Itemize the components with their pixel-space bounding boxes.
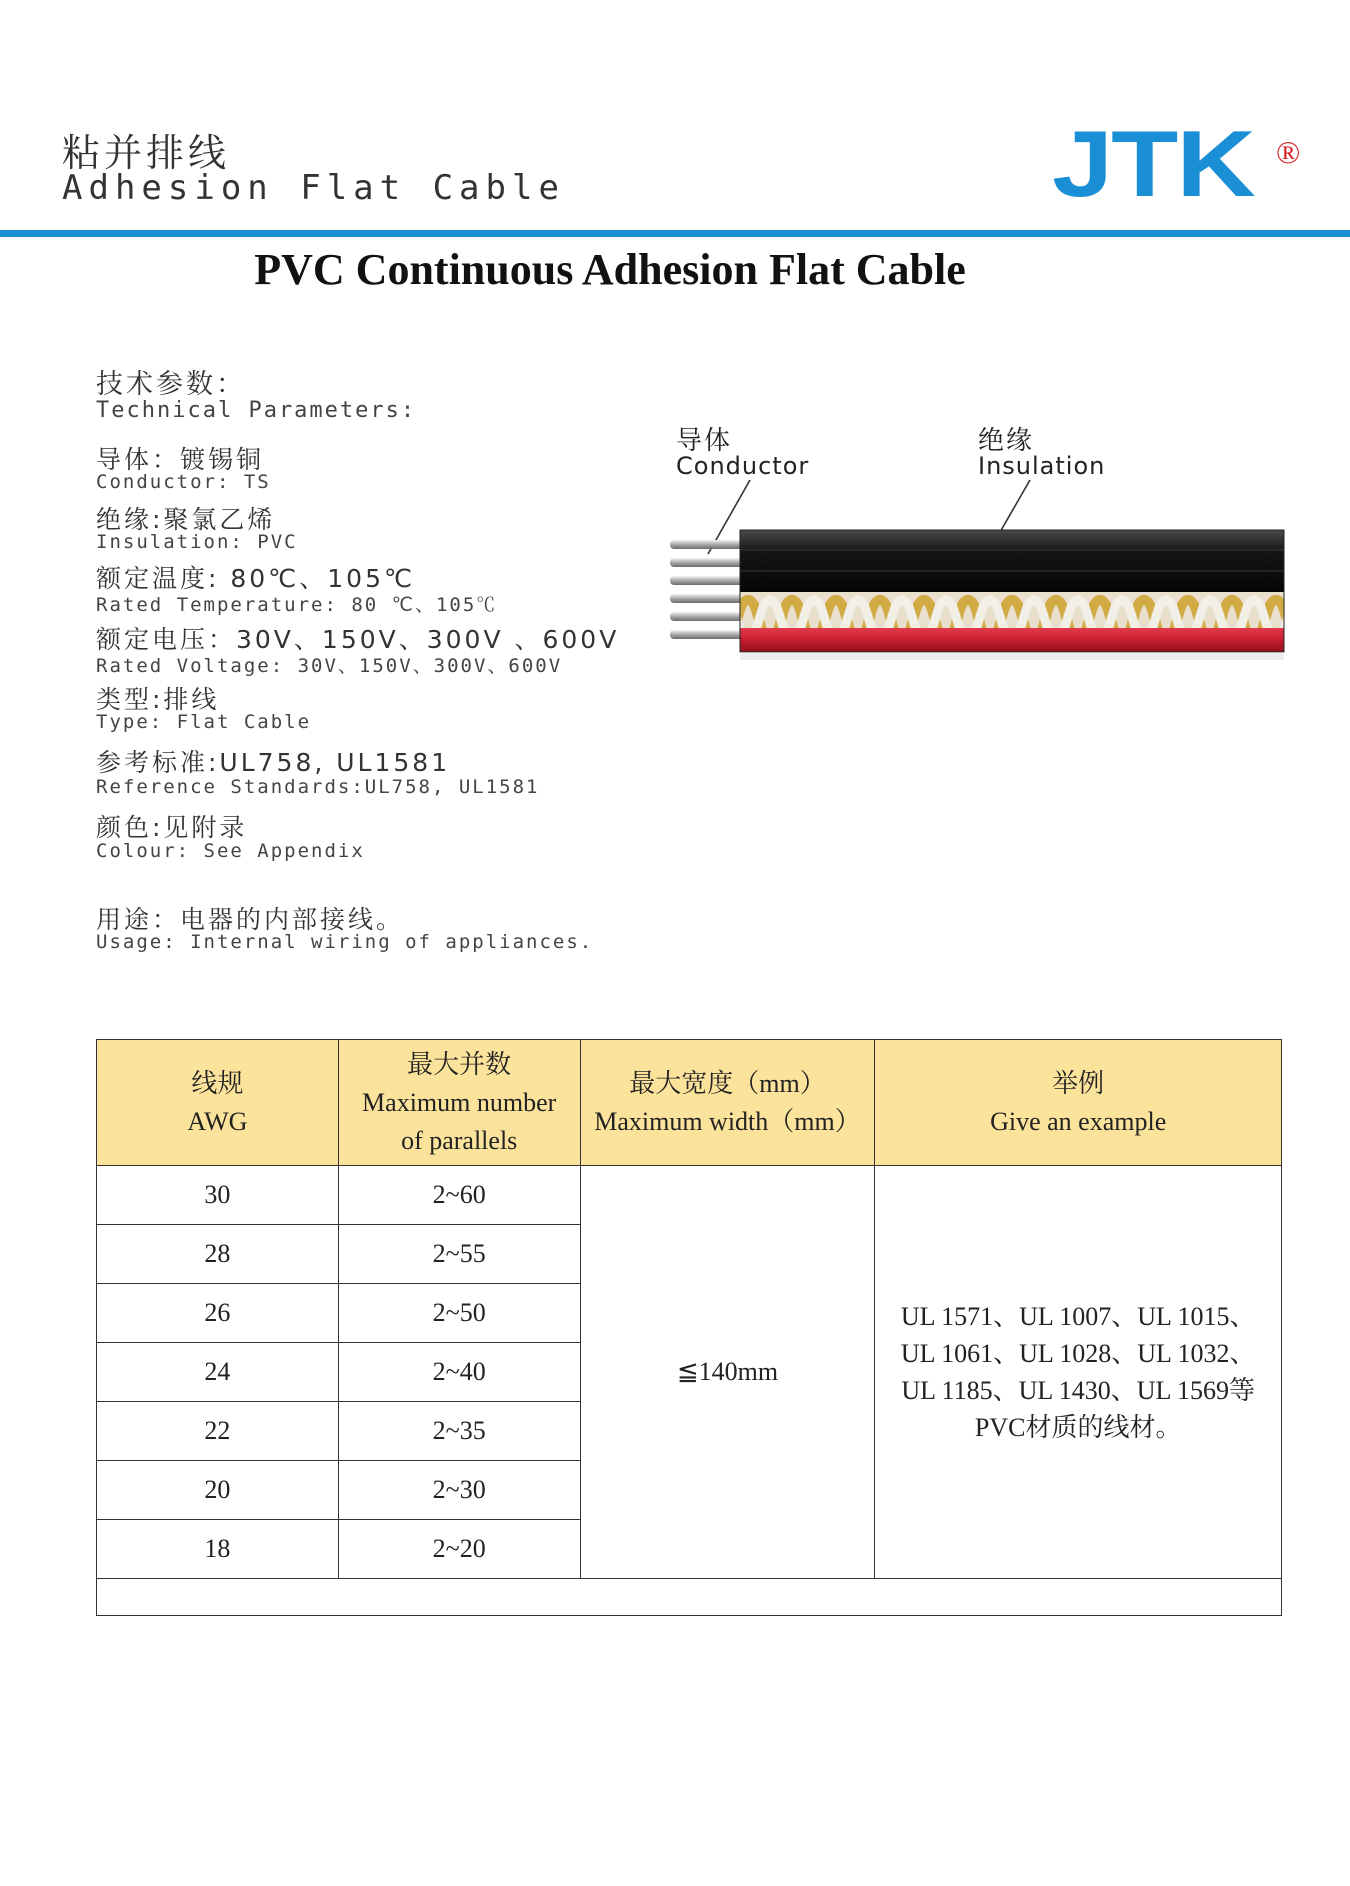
- params-heading-cn: 技术参数：: [96, 369, 246, 400]
- header-width-en: Maximum width（mm）: [594, 1106, 861, 1136]
- registered-mark-icon: ®: [1276, 134, 1301, 170]
- param-insulation-en: Insulation: PVC: [96, 531, 298, 553]
- cell-parallels: 2~55: [338, 1225, 580, 1284]
- header-parallels-cn: 最大并数: [407, 1049, 512, 1079]
- blank-cell: [97, 1579, 1282, 1616]
- header-divider: [0, 230, 1350, 237]
- cell-awg: 30: [97, 1166, 339, 1225]
- param-type-cn: 类型:排线: [96, 685, 220, 714]
- header-example: [875, 1040, 1282, 1166]
- param-conductor-en: Conductor: TS: [96, 471, 271, 493]
- insulation-label-cn: 绝缘: [978, 426, 1035, 456]
- param-standards-en: Reference Standards:UL758, UL1581: [96, 776, 540, 798]
- table-header-row: [97, 1040, 1282, 1166]
- example-line: UL 1061、UL 1028、UL 1032、: [900, 1339, 1256, 1368]
- param-standards-cn: 参考标准:UL758, UL1581: [96, 748, 451, 777]
- cell-parallels: 2~30: [338, 1461, 580, 1520]
- conductor-label-cn: 导体: [676, 426, 733, 456]
- table-footer-row: [97, 1579, 1282, 1616]
- cell-parallels: 2~40: [338, 1343, 580, 1402]
- insulation-label-en: Insulation: [978, 452, 1106, 480]
- conductor-label-en: Conductor: [676, 452, 810, 480]
- param-temperature-cn: 额定温度: 80℃、105℃: [96, 564, 416, 593]
- header-awg-cn: 线规: [191, 1068, 244, 1098]
- param-type-en: Type: Flat Cable: [96, 711, 312, 733]
- page-title: PVC Continuous Adhesion Flat Cable: [254, 245, 966, 294]
- header-parallels-en-2: of parallels: [401, 1125, 518, 1155]
- param-colour-en: Colour: See Appendix: [96, 840, 365, 862]
- header-example-cn: 举例: [1052, 1068, 1105, 1098]
- param-conductor-cn: 导体：镀锡铜: [96, 445, 265, 474]
- header-example-en: Give an example: [990, 1106, 1167, 1136]
- table-row: [97, 1166, 1282, 1225]
- cell-awg: 20: [97, 1461, 339, 1520]
- spec-table: [96, 1039, 1282, 1616]
- cell-awg: 28: [97, 1225, 339, 1284]
- cell-parallels: 2~50: [338, 1284, 580, 1343]
- cell-parallels: 2~20: [338, 1520, 580, 1579]
- cell-awg: 26: [97, 1284, 339, 1343]
- cell-max-width: ≦140mm: [580, 1166, 875, 1579]
- param-voltage-en: Rated Voltage: 30V、150V、300V、600V: [96, 655, 563, 677]
- header-parallels: [338, 1040, 580, 1166]
- example-line: UL 1185、UL 1430、UL 1569等: [901, 1376, 1255, 1405]
- cell-parallels: 2~35: [338, 1402, 580, 1461]
- example-line: PVC材质的线材。: [974, 1413, 1182, 1442]
- usage-cn: 用途：电器的内部接线。: [96, 905, 405, 934]
- usage-en: Usage: Internal wiring of appliances.: [96, 931, 594, 953]
- param-colour-cn: 颜色:见附录: [96, 813, 248, 842]
- brand-logo: JTK: [1052, 112, 1254, 217]
- header-width-cn: 最大宽度（mm）: [629, 1068, 826, 1098]
- cell-parallels: 2~60: [338, 1166, 580, 1225]
- header-width: [580, 1040, 875, 1166]
- header-awg-en: AWG: [187, 1106, 248, 1136]
- header-parallels-en-1: Maximum number: [362, 1087, 557, 1117]
- cell-awg: 22: [97, 1402, 339, 1461]
- category-title-en: Adhesion Flat Cable: [62, 168, 565, 208]
- param-temperature-en: Rated Temperature: 80 ℃、105℃: [96, 594, 498, 616]
- cell-example: [875, 1166, 1282, 1579]
- param-voltage-cn: 额定电压：30V、150V、300V 、600V: [96, 625, 620, 654]
- param-insulation-cn: 绝缘:聚氯乙烯: [96, 505, 276, 534]
- cell-awg: 18: [97, 1520, 339, 1579]
- params-heading-en: Technical Parameters:: [96, 398, 417, 423]
- header-awg: [97, 1040, 339, 1166]
- example-line: UL 1571、UL 1007、UL 1015、: [900, 1302, 1256, 1331]
- category-title-cn: 粘并排线: [62, 131, 231, 175]
- cell-awg: 24: [97, 1343, 339, 1402]
- flat-cable-illustration: [660, 480, 1300, 670]
